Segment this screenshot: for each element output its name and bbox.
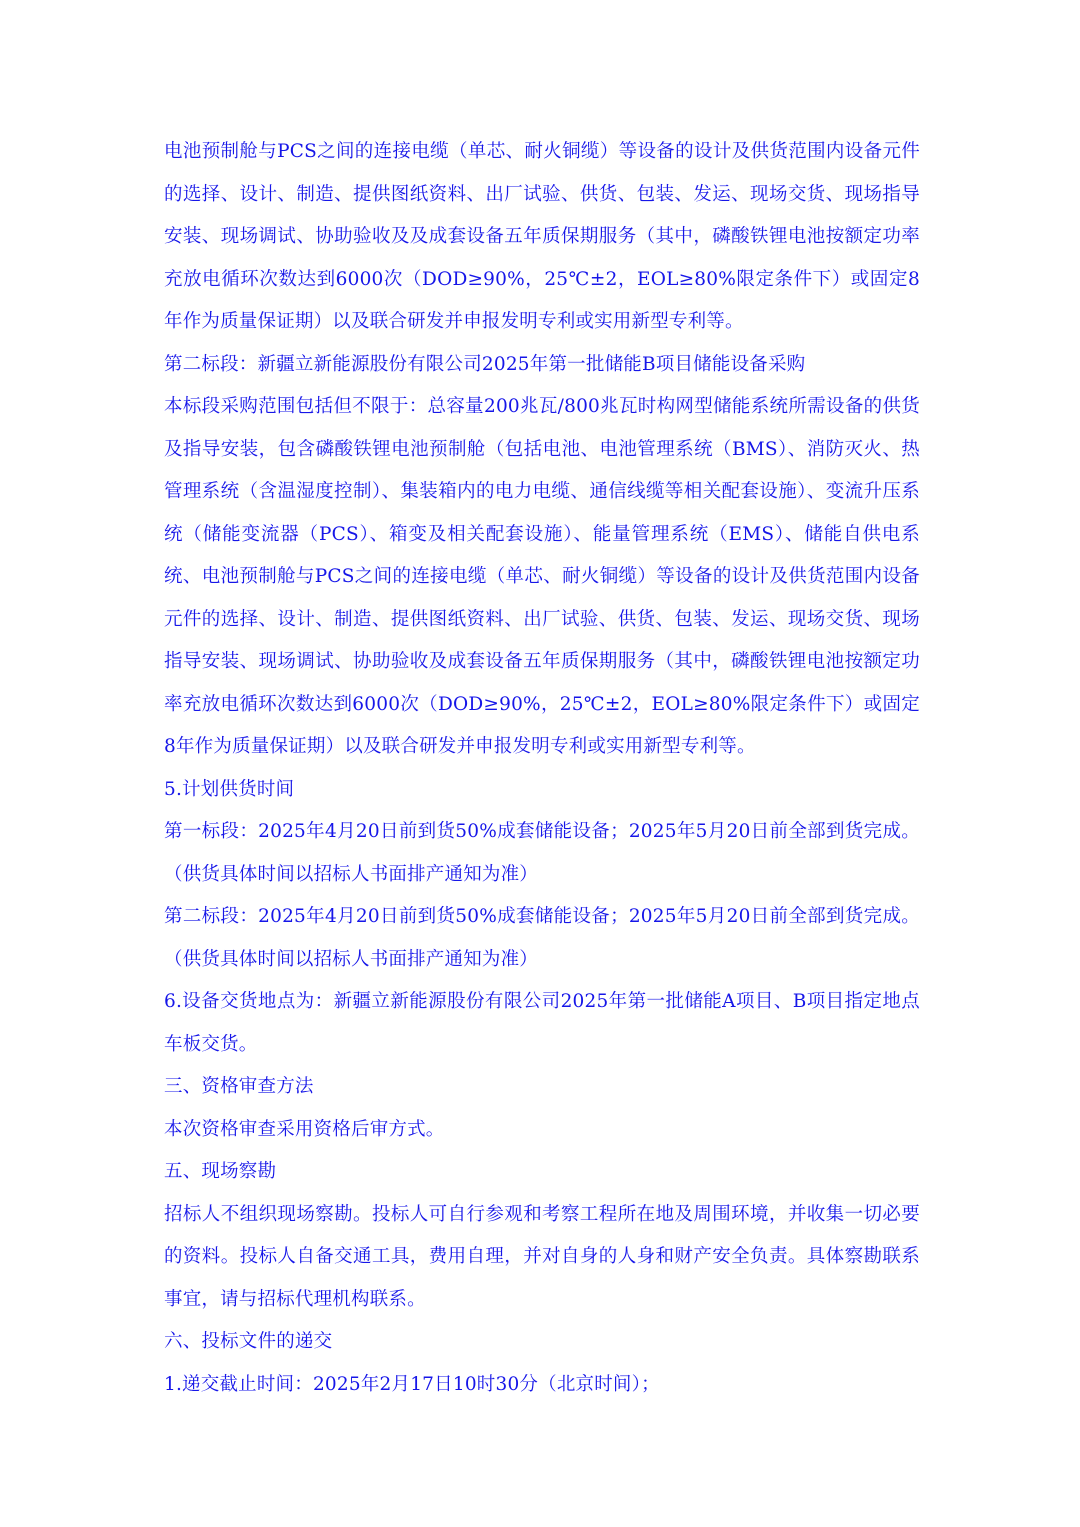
- heading-qualification-review: 三、资格审查方法: [164, 1076, 314, 1097]
- document-body: [164, 131, 920, 1406]
- heading-bid-submission: 六、投标文件的递交: [164, 1331, 333, 1352]
- paragraph-lot1-delivery: 第一标段：2025年4月20日前到货50%成套储能设备；2025年5月20日前全部到货完成。（供货具体时间以招标人书面排产通知为准）: [164, 821, 920, 885]
- heading-delivery-time: 5.计划供货时间: [164, 778, 295, 800]
- heading-site-survey: 五、现场察勘: [164, 1161, 277, 1182]
- paragraph-submission-deadline: 1.递交截止时间：2025年2月17日10时30分（北京时间）；: [164, 1373, 660, 1395]
- paragraph-lot2-title: 第二标段：新疆立新能源股份有限公司2025年第一批储能B项目储能设备采购: [164, 353, 806, 375]
- paragraph-lot2-delivery: 第二标段：2025年4月20日前到货50%成套储能设备；2025年5月20日前全部到货完成。（供货具体时间以招标人书面排产通知为准）: [164, 906, 920, 970]
- paragraph-qualification-method: 本次资格审查采用资格后审方式。: [164, 1118, 445, 1140]
- paragraph-scope-continuation: 电池预制舱与PCS之间的连接电缆（单芯、耐火铜缆）等设备的设计及供货范围内设备元件的选择、设计、制造、提供图纸资料、出厂试验、供货、包装、发运、现场交货、现场指导安装、现场调试、协助验收及及成套设备五年质保期服务（其中，磷酸铁锂电池按额定功率充放电循环次数达到6000次（DOD≥90%，25℃±2，EOL≥80%限定条件下）或固定8年作为质量保证期）以及联合研发并申报发明专利或实用新型专利等。: [164, 141, 920, 332]
- paragraph-site-survey: 招标人不组织现场察勘。投标人可自行参观和考察工程所在地及周围环境，并收集一切必要的资料。投标人自备交通工具，费用自理，并对自身的人身和财产安全负责。具体察勘联系事宜，请与招标代理机构联系。: [164, 1203, 920, 1310]
- paragraph-lot2-scope: 本标段采购范围包括但不限于：总容量200兆瓦/800兆瓦时构网型储能系统所需设备的供货及指导安装，包含磷酸铁锂电池预制舱（包括电池、电池管理系统（BMS）、消防灭火、热管理系统（含温湿度控制）、集装箱内的电力电缆、通信线缆等相关配套设施）、变流升压系统（储能变流器（PCS）、箱变及相关配套设施）、能量管理系统（EMS）、储能自供电系统、电池预制舱与PCS之间的连接电缆（单芯、耐火铜缆）等设备的设计及供货范围内设备元件的选择、设计、制造、提供图纸资料、出厂试验、供货、包装、发运、现场交货、现场指导安装、现场调试、协助验收及成套设备五年质保期服务（其中，磷酸铁锂电池按额定功率充放电循环次数达到6000次（DOD≥90%，25℃±2，EOL≥80%限定条件下）或固定8年作为质量保证期）以及联合研发并申报发明专利或实用新型专利等。: [164, 396, 920, 757]
- paragraph-delivery-location: 6.设备交货地点为：新疆立新能源股份有限公司2025年第一批储能A项目、B项目指定地点车板交货。: [164, 991, 920, 1055]
